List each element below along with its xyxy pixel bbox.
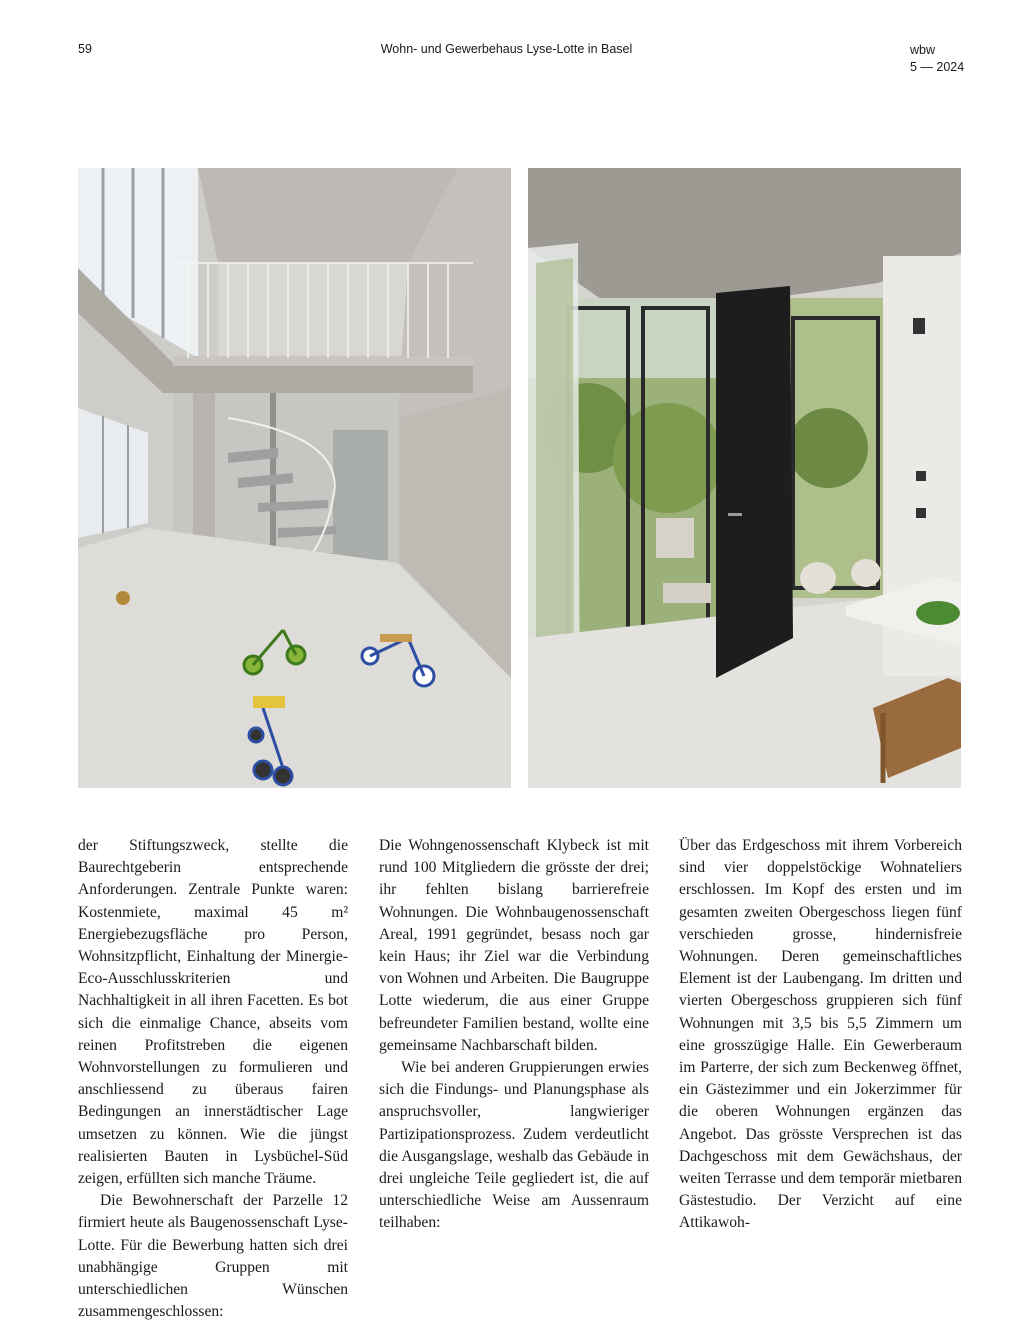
- paragraph: der Stiftungszweck, stellte die Baurechtgeberin entsprechende Anforderungen. Zentrale Punkte waren: Kostenmiete, maximal 45 m² Energiebezugsfläche pro Person, Wohnsitzpflicht, Einhaltung der Minergie-Eco-Ausschlusskriterien und Nachhaltigkeit in all ihren Facetten. Es bot sich die einmalige Chance, abseits vom reinen Profitstreben die eigenen Wohnvorstellungen zu formulieren und anschliessend zu überaus fairen Bedingungen an innerstädtischer Lage umsetzen zu können. Wie die jüngst realisierten Bauten in Lysbüchel-Süd zeigen, erfüllten sich manche Träume.: [78, 837, 348, 1188]
- journal-issue: 5 — 2024: [910, 60, 965, 74]
- running-title: Wohn- und Gewerbehaus Lyse-Lotte in Basel: [380, 42, 633, 56]
- paragraph: Die Wohngenossenschaft Klybeck ist mit rund 100 Mitgliedern die grösste der drei; ihr fehlten bislang barrierefreie Wohnungen. Die Wohnbaugenossenschaft Areal, 1991 gegründet, besass noch gar kein Haus; ihr Ziel war die Verbindung von Wohnen und Arbeiten. Die Baugruppe Lotte wiederum, die aus einer Gruppe befreundeter Familien bestand, wollte eine gemeinsame Nachbarschaft bilden.: [379, 837, 649, 1054]
- text-column-3: [679, 835, 962, 1235]
- photo-pivot-door-balcony: [528, 168, 961, 788]
- journal-info: [910, 42, 964, 76]
- paragraph: Über das Erdgeschoss mit ihrem Vorbereich sind vier doppelstöckige Wohnateliers erschlossen. Im Kopf des ersten und im gesamten zweiten Obergeschoss liegen fünf verschieden grosse, hindernisfreie Wohnungen. Deren gemeinschaftliches Element ist der Laubengang. Im dritten und vierten Obergeschoss gruppieren sich fünf Wohnungen mit 3,5 bis 5,5 Zimmern um eine grosszügige Halle. Ein Gewerberaum im Parterre, der sich zum Beckenweg öffnet, ein Gästezimmer und ein Jokerzimmer für die oberen Wohnungen ergänzen das Angebot. Das grösste Versprechen ist das Dachgeschoss mit dem Gewächshaus, der weiten Terrasse und dem temporär mietbaren Gästestudio. Der Verzicht auf eine Attikawoh-: [679, 837, 962, 1232]
- photo-hall-spiral-stair: [78, 168, 511, 788]
- page-number: 59: [78, 42, 92, 56]
- paragraph: Die Bewohnerschaft der Parzelle 12 firmiert heute als Baugenossenschaft Lyse-Lotte. Für die Bewerbung hatten sich drei unabhängige Gruppen mit unterschiedlichen Wünschen zusammengeschlossen:: [78, 1192, 348, 1321]
- paragraph: Wie bei anderen Gruppierungen erwies sich die Findungs- und Planungsphase als anspruchsvoller, langwieriger Partizipationsprozess. Zudem verdeutlicht die Ausgangslage, weshalb das Gebäude in drei ungleiche Teile gegliedert ist, die auf unterschiedliche Weise am Aussenraum teilhaben:: [379, 1059, 649, 1232]
- text-column-1: [78, 835, 348, 1323]
- journal-name: wbw: [910, 43, 936, 57]
- text-column-2: [379, 835, 649, 1235]
